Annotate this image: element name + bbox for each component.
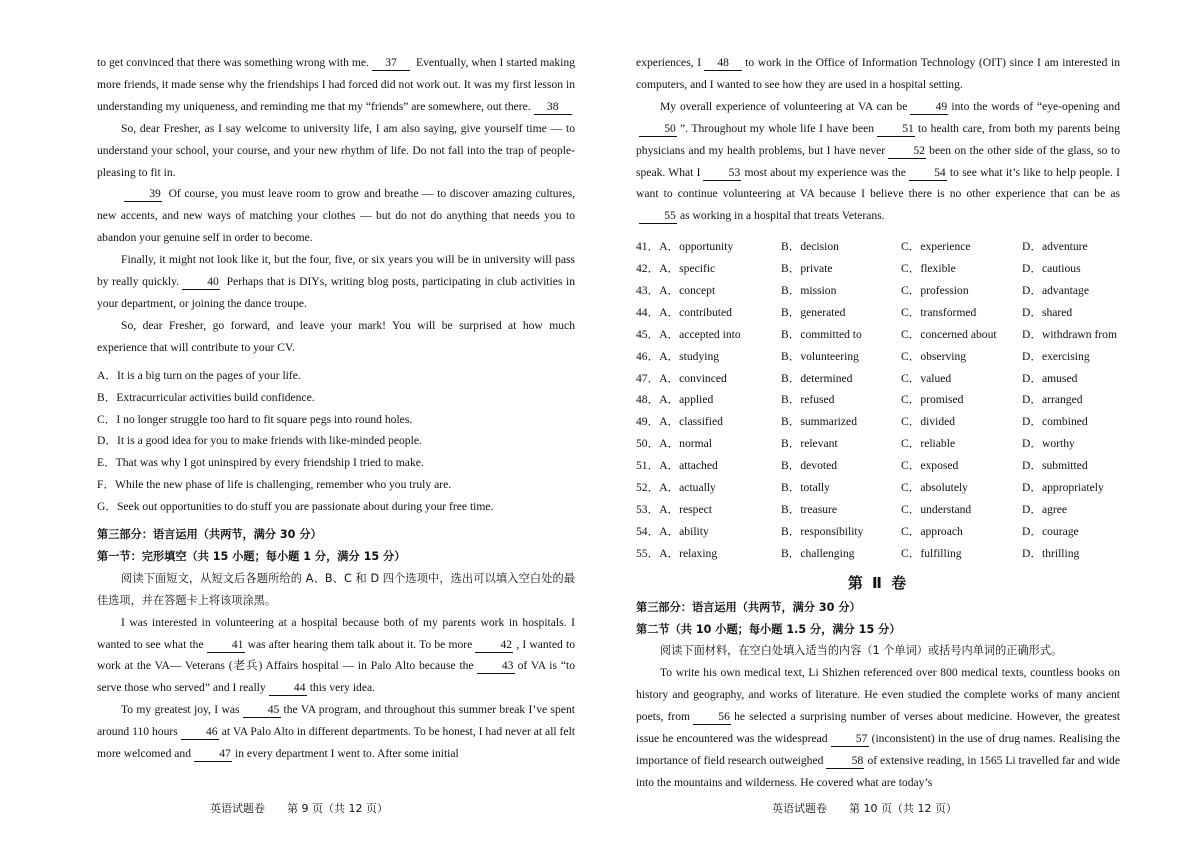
blank-49[interactable]: 49 bbox=[910, 99, 948, 115]
choice-option[interactable]: B．totally bbox=[781, 480, 830, 494]
grammar-paragraph: To write his own medical text, Li Shizhen referenced over 800 medical texts, countless books on history and geography, and works of literature. He even studied the complete works of many ancient poets, from 56 he selected a surprising number of verses about medicine. However, the greatest issue he encountered was the widespread 57 (inconsistent) in the use of drug names. Realising the importance of field research outweighed 58 of extensive reading, in 1565 Li travelled far and wide into the mountains and wilderness. He covered what are today’s bbox=[636, 666, 1120, 789]
choice-option[interactable]: B．treasure bbox=[781, 502, 838, 516]
cloze-paragraph: experiences, I 48 to work in the Office of Information Technology (OIT) since I am interested in computers, and I wanted to see how they are used in a hospital setting. bbox=[636, 56, 1121, 91]
choice-option[interactable]: D．appropriately bbox=[1022, 480, 1104, 494]
choice-option[interactable]: B．determined bbox=[781, 371, 853, 385]
choice-row bbox=[636, 323, 1120, 345]
choice-option[interactable]: 55．A．relaxing bbox=[636, 546, 718, 560]
choice-option[interactable]: 48．A．applied bbox=[636, 393, 714, 407]
choice-row bbox=[636, 498, 1120, 520]
choice-option[interactable]: B．summarized bbox=[781, 415, 857, 429]
choice-option[interactable]: 42．A．specific bbox=[636, 262, 716, 276]
choice-option[interactable]: D．worthy bbox=[1022, 437, 1075, 451]
section2-heading: 第二节（共 10 小题；每小题 1.5 分，满分 15 分） bbox=[636, 622, 901, 636]
choice-option[interactable]: D．shared bbox=[1022, 305, 1073, 319]
choice-option[interactable]: 51．A．attached bbox=[636, 459, 718, 473]
blank-40[interactable]: 40 bbox=[182, 274, 220, 290]
choice-option[interactable]: C．valued bbox=[901, 371, 952, 385]
choice-option[interactable]: D．withdrawn from bbox=[1022, 327, 1117, 341]
choice-row bbox=[636, 279, 1120, 301]
blank-58[interactable]: 58 bbox=[826, 753, 864, 769]
choice-option[interactable]: D．adventure bbox=[1022, 240, 1088, 254]
choice-row bbox=[636, 301, 1120, 323]
blank-51[interactable]: 51 bbox=[877, 121, 915, 137]
passage-paragraph: So, dear Fresher, go forward, and leave your mark! You will be surprised at how much experience that will contribute to your CV. bbox=[97, 318, 575, 354]
choice-option[interactable]: D．arranged bbox=[1022, 393, 1083, 407]
choice-row bbox=[636, 345, 1120, 367]
blank-39[interactable]: 39 bbox=[124, 186, 162, 202]
blank-55[interactable]: 55 bbox=[639, 208, 677, 224]
blank-54[interactable]: 54 bbox=[909, 165, 947, 181]
choice-option[interactable]: 44．A．contributed bbox=[636, 305, 732, 319]
choice-row bbox=[636, 410, 1120, 432]
choice-option[interactable]: 46．A．studying bbox=[636, 349, 720, 363]
choice-option[interactable]: B．responsibility bbox=[781, 524, 864, 538]
choice-option[interactable]: C．exposed bbox=[901, 459, 959, 473]
choice-row bbox=[636, 432, 1120, 454]
choice-option[interactable]: D．courage bbox=[1022, 524, 1079, 538]
choice-option[interactable]: D．combined bbox=[1022, 415, 1088, 429]
volume-heading: 第 Ⅱ 卷 bbox=[847, 573, 909, 592]
choice-row bbox=[636, 388, 1120, 410]
options-list bbox=[97, 365, 575, 518]
choice-option[interactable]: B．mission bbox=[781, 283, 837, 297]
choice-row bbox=[636, 520, 1120, 542]
choice-option[interactable]: B．private bbox=[781, 262, 833, 276]
part3-heading: 第三部分：语言运用（共两节，满分 30 分） bbox=[636, 600, 861, 614]
cloze-paragraph: I was interested in volunteering at a hospital because both of my parents work in hospitals. I wanted to see what the 41 was after hearing them talk about it. To be more 42 , I wanted to work at the VA— Veterans (老兵) Affairs hospital — in Palo Alto because the 43 of VA is “to serve those who served” and I really 44 this very idea. bbox=[97, 615, 576, 695]
choice-option[interactable]: C．concerned about bbox=[901, 327, 997, 341]
blank-56[interactable]: 56 bbox=[693, 709, 731, 725]
page-footer-right: 英语试题卷 第 10 页（共 12 页） bbox=[772, 802, 957, 815]
choice-option[interactable]: B．decision bbox=[781, 240, 839, 254]
choice-option[interactable]: 52．A．actually bbox=[636, 480, 716, 494]
option-b: B．Extracurricular activities build confidence. bbox=[97, 390, 315, 404]
blank-38[interactable]: 38 bbox=[534, 99, 572, 115]
right-page bbox=[636, 52, 1120, 794]
choices-table bbox=[636, 235, 1120, 563]
choice-option[interactable]: C．flexible bbox=[901, 262, 956, 276]
choice-option[interactable]: D．agree bbox=[1022, 502, 1068, 516]
choice-option[interactable]: C．transformed bbox=[901, 305, 977, 319]
instructions: 阅读下面材料，在空白处填入适当的内容（1 个单词）或括号内单词的正确形式。 bbox=[660, 644, 1063, 658]
choice-row bbox=[636, 367, 1120, 389]
choice-option[interactable]: C．absolutely bbox=[901, 480, 968, 494]
choice-row bbox=[636, 454, 1120, 476]
passage-paragraph: Finally, it might not look like it, but the four, five, or six years you will be in university will pass by really quickly. 40 Perhaps that is DIYs, writing blog posts, participating in club activities in your department, or joining the dance troupe. bbox=[97, 253, 575, 310]
blank-47[interactable]: 47 bbox=[194, 746, 232, 762]
choice-option[interactable]: D．exercising bbox=[1022, 349, 1090, 363]
choice-option[interactable]: 49．A．classified bbox=[636, 415, 723, 429]
choice-option[interactable]: 45．A．accepted into bbox=[636, 327, 741, 341]
blank-53[interactable]: 53 bbox=[703, 165, 741, 181]
left-page bbox=[97, 52, 575, 765]
passage-paragraph: 39 Of course, you must leave room to grow and breathe — to discover amazing cultures, new accents, and new ways of matching your clothes — but do not do anything that needs you to abandon your genuine self in order to become. bbox=[97, 187, 575, 245]
choice-option[interactable]: C．observing bbox=[901, 349, 967, 363]
blank-50[interactable]: 50 bbox=[639, 121, 677, 137]
cloze-paragraph: To my greatest joy, I was 45 the VA program, and throughout this summer break I’ve spent around 110 hours 46 at VA Palo Alto in different departments. To be honest, I had never at all felt more welcomed and 47 in every department I went to. After some initial bbox=[97, 703, 576, 761]
choice-option[interactable]: C．approach bbox=[901, 524, 963, 538]
part3-heading: 第三部分：语言运用（共两节，满分 30 分） bbox=[97, 528, 322, 542]
blank-42[interactable]: 42 bbox=[475, 637, 513, 653]
choice-option[interactable]: D．cautious bbox=[1022, 262, 1081, 276]
choice-option[interactable]: B．challenging bbox=[781, 546, 855, 560]
choice-option[interactable]: B．generated bbox=[781, 305, 846, 319]
choice-option[interactable]: B．refused bbox=[781, 393, 835, 407]
choice-option[interactable]: 50．A．normal bbox=[636, 437, 712, 451]
choice-option[interactable]: D．submitted bbox=[1022, 459, 1088, 473]
option-a: A．It is a big turn on the pages of your life. bbox=[97, 368, 301, 382]
option-e: E．That was why I got uninspired by every friendship I tried to make. bbox=[97, 456, 424, 470]
choice-row bbox=[636, 542, 1120, 564]
choice-option[interactable]: 43．A．concept bbox=[636, 283, 716, 297]
choice-option[interactable]: C．profession bbox=[901, 283, 969, 297]
choice-option[interactable]: 53．A．respect bbox=[636, 502, 712, 516]
blank-45[interactable]: 45 bbox=[243, 702, 281, 718]
blank-48[interactable]: 48 bbox=[704, 55, 742, 71]
choice-option[interactable]: D．amused bbox=[1022, 371, 1078, 385]
passage-paragraph: So, dear Fresher, as I say welcome to university life, I am also saying, give yourself time — to understand your school, your course, and your new rhythm of life. Do not fall into the trap of people-pleasing to fit in. bbox=[97, 121, 575, 179]
choice-option[interactable]: 47．A．convinced bbox=[636, 371, 727, 385]
choice-row bbox=[636, 476, 1120, 498]
option-f: F．While the new phase of life is challenging, remember who you truly are. bbox=[97, 478, 452, 492]
choice-option[interactable]: B．devoted bbox=[781, 459, 838, 473]
option-g: G．Seek out opportunities to do stuff you are passionate about during your free time. bbox=[97, 500, 494, 514]
choice-option[interactable]: D．advantage bbox=[1022, 283, 1089, 297]
option-d: D．It is a good idea for you to make friends with like-minded people. bbox=[97, 434, 422, 448]
choice-option[interactable]: B．relevant bbox=[781, 437, 838, 451]
blank-44[interactable]: 44 bbox=[269, 680, 307, 696]
blank-37[interactable]: 37 bbox=[372, 55, 410, 71]
choice-option[interactable]: C．divided bbox=[901, 415, 956, 429]
option-c: C．I no longer struggle too hard to fit square pegs into round holes. bbox=[97, 412, 413, 426]
choice-option[interactable]: 54．A．ability bbox=[636, 524, 709, 538]
choice-row bbox=[636, 257, 1120, 279]
passage-paragraph: to get convinced that there was something wrong with me. 37 Eventually, when I started making more friends, it made sense why the friendships I had forced did not work out. It was my first lesson in understanding my uniqueness, and reminding me that my “friends” are somewhere, out there. 38 bbox=[97, 56, 575, 113]
choice-option[interactable]: C．promised bbox=[901, 393, 964, 407]
choice-option[interactable]: D．thrilling bbox=[1022, 546, 1080, 560]
page-footer-left: 英语试题卷 第 9 页（共 12 页） bbox=[210, 802, 388, 815]
instructions: 阅读下面短文，从短文后各题所给的 A、B、C 和 D 四个选项中，选出可以填入空白处的最佳选项，并在答题卡上将该项涂黑。 bbox=[97, 571, 575, 607]
choice-option[interactable]: C．understand bbox=[901, 502, 972, 516]
section1-heading: 第一节：完形填空（共 15 小题；每小题 1 分，满分 15 分） bbox=[97, 549, 406, 563]
choice-option[interactable]: B．volunteering bbox=[781, 349, 859, 363]
blank-52[interactable]: 52 bbox=[888, 143, 926, 159]
choice-option[interactable]: B．committed to bbox=[781, 327, 862, 341]
cloze-paragraph: My overall experience of volunteering at VA can be 49 into the words of “eye-opening and50 ”. Throughout my whole life I have been 51 to health care, from both my parents being physicians and my health problems, but I have never 52 been on the other side of the glass, so to speak. What I 53 most about my experience was the 54 to see what it’s like to help people. I want to continue volunteering at VA because I believe there is no other experience that can be as55 as working in a hospital that treats Veterans. bbox=[636, 99, 1120, 223]
blank-46[interactable]: 46 bbox=[181, 724, 219, 740]
choice-option[interactable]: C．fulfilling bbox=[901, 546, 962, 560]
choice-option[interactable]: C．experience bbox=[901, 240, 971, 254]
choice-row bbox=[636, 235, 1120, 257]
blank-43[interactable]: 43 bbox=[477, 658, 515, 674]
blank-41[interactable]: 41 bbox=[207, 637, 245, 653]
blank-57[interactable]: 57 bbox=[831, 731, 869, 747]
choice-option[interactable]: 41．A．opportunity bbox=[636, 240, 734, 254]
choice-option[interactable]: C．reliable bbox=[901, 437, 956, 451]
